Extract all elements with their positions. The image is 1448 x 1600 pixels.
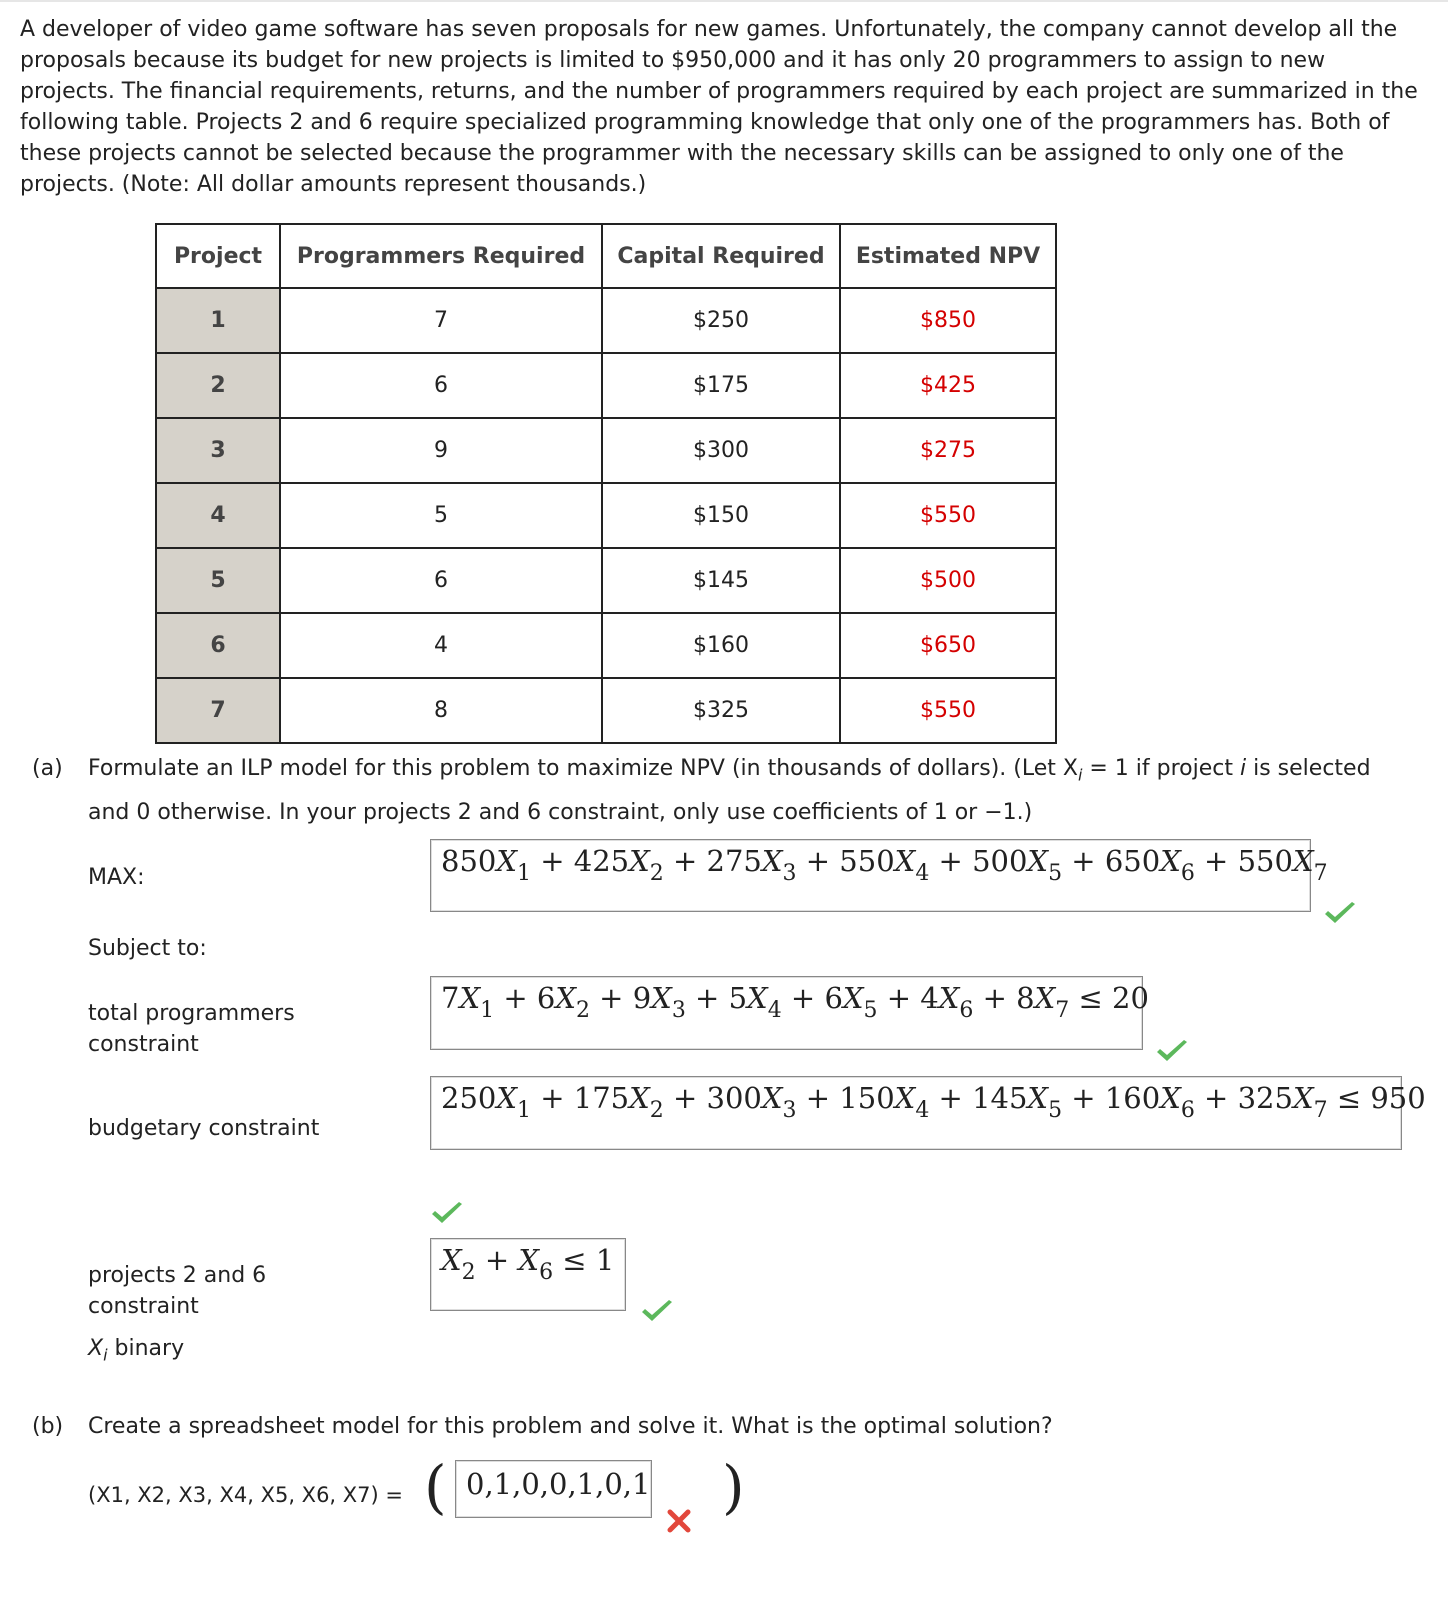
project-cell: 2 [156, 353, 280, 418]
programmers-rhs: 20 [1112, 981, 1149, 1015]
programmers-coeff: 9 [632, 981, 652, 1015]
top-divider [0, 0, 1448, 2]
programmers-cell: 8 [280, 678, 602, 743]
table-row [156, 418, 1056, 483]
binary-sub: i [103, 1345, 108, 1365]
table-row [156, 613, 1056, 678]
problem-statement: A developer of video game software has seven proposals for new games. Unfortunately, the company cannot develop all the proposals because its budget for new projects is limited to $950,000 and it has only 20 programmers to assign to new projects. The financial requirements, returns, and the number of programmers required by each project are summarized in the following table. Projects 2 and 6 require specialized programming knowledge that only one of the programmers has. Both of these projects cannot be selected because the programmer with the necessary skills can be assigned to only one of the projects. (Note: All dollar amounts represent thousands.) [20, 17, 1418, 197]
programmers-coeff: 7 [441, 981, 460, 1015]
capital-cell: $250 [602, 288, 840, 353]
objective-coeff: 425 [573, 844, 630, 878]
proj26-rhs: 1 [595, 1243, 615, 1277]
objective-coeff: 550 [839, 844, 895, 878]
header-project: Project [156, 224, 280, 288]
table-row [156, 678, 1056, 743]
binary-x: X [88, 1336, 104, 1361]
proj26-x2-sub: 2 [461, 1260, 476, 1285]
proj26-label-line1: projects 2 and 6 [88, 1263, 267, 1288]
solution-vector-label: (X1, X2, X3, X4, X5, X6, X7) = [88, 1483, 403, 1507]
npv-cell: $650 [840, 613, 1056, 678]
header-programmers: Programmers Required [280, 224, 602, 288]
budget-coeff: 145 [972, 1081, 1028, 1115]
check-icon [1323, 900, 1357, 926]
table-row [156, 483, 1056, 548]
programmers-label-line2: constraint [88, 1032, 199, 1057]
max-label: MAX: [88, 865, 145, 890]
check-icon [430, 1200, 464, 1226]
programmers-constraint-label [88, 998, 295, 1060]
part-b-marker: (b) [32, 1414, 64, 1439]
project-cell: 7 [156, 678, 280, 743]
projects-table [155, 223, 1057, 744]
programmers-coeff: 4 [920, 981, 939, 1015]
solution-input[interactable]: 0,1,0,0,1,0,1 [455, 1460, 652, 1518]
programmers-cell: 7 [280, 288, 602, 353]
table-row [156, 288, 1056, 353]
programmers-cell: 9 [280, 418, 602, 483]
part-a-marker: (a) [32, 756, 63, 781]
part-a-line1-i: i [1240, 756, 1247, 781]
objective-coeff: 275 [706, 844, 762, 878]
budget-coeff: 150 [839, 1081, 895, 1115]
right-paren: ) [722, 1453, 745, 1521]
header-npv: Estimated NPV [840, 224, 1056, 288]
project-cell: 4 [156, 483, 280, 548]
part-a-line1-sub: i [1077, 765, 1083, 785]
budget-constraint-input[interactable]: $250X_1 + 175X_2 + 300X_3 + 150X_4 + 145X_5 + 160X_6 + 325X_7 \le 950$ [430, 1076, 1402, 1150]
capital-cell: $175 [602, 353, 840, 418]
objective-coeff: 650 [1104, 844, 1161, 878]
table-header-row [156, 224, 1056, 288]
npv-cell: $275 [840, 418, 1056, 483]
objective-input[interactable]: $850X_1 + 425X_2 + 275X_3 + 550X_4 + 500X_5 + 650X_6 + 550X_7$ [430, 839, 1311, 912]
npv-cell: $500 [840, 548, 1056, 613]
part-a-line1-prefix: Formulate an ILP model for this problem to maximize NPV (in thousands of dollars). (Let X [88, 756, 1078, 781]
proj26-label-line2: constraint [88, 1294, 199, 1319]
budget-rhs: 950 [1370, 1081, 1426, 1115]
objective-coeff: 850 [441, 844, 497, 878]
programmers-constraint-input[interactable]: $7X_1 + 6X_2 + 9X_3 + 5X_4 + 6X_5 + 4X_6 + 8X_7 \le 20$ [430, 976, 1143, 1050]
programmers-coeff: 8 [1016, 981, 1035, 1015]
programmers-coeff: 6 [536, 981, 556, 1015]
programmers-coeff: 6 [824, 981, 843, 1015]
proj26-x6-sub: 6 [539, 1260, 554, 1285]
budget-coeff: 300 [706, 1081, 762, 1115]
part-a-line1-mid: = 1 if project [1082, 756, 1240, 781]
programmers-cell: 6 [280, 548, 602, 613]
budget-coeff: 250 [441, 1081, 497, 1115]
capital-cell: $145 [602, 548, 840, 613]
check-icon [1155, 1038, 1189, 1064]
table-body [156, 288, 1056, 743]
table-row [156, 353, 1056, 418]
npv-cell: $850 [840, 288, 1056, 353]
binary-label [88, 1333, 184, 1370]
capital-cell: $300 [602, 418, 840, 483]
programmers-cell: 6 [280, 353, 602, 418]
capital-cell: $325 [602, 678, 840, 743]
objective-coeff: 500 [972, 844, 1028, 878]
projects-2-6-constraint-input[interactable]: $X_2 + X_6 \le 1$ [430, 1238, 626, 1311]
npv-cell: $425 [840, 353, 1056, 418]
header-capital: Capital Required [602, 224, 840, 288]
programmers-cell: 4 [280, 613, 602, 678]
check-icon [640, 1298, 674, 1324]
left-paren: ( [424, 1453, 447, 1521]
programmers-coeff: 5 [728, 981, 748, 1015]
npv-cell: $550 [840, 483, 1056, 548]
budget-coeff: 175 [573, 1081, 630, 1115]
programmers-cell: 5 [280, 483, 602, 548]
subject-to-label: Subject to: [88, 936, 207, 961]
programmers-label-line1: total programmers [88, 1001, 295, 1026]
budget-constraint-label: budgetary constraint [88, 1116, 320, 1141]
part-b-question: Create a spreadsheet model for this problem and solve it. What is the optimal solution? [88, 1414, 1053, 1439]
capital-cell: $150 [602, 483, 840, 548]
project-cell: 6 [156, 613, 280, 678]
part-a-line1-suffix: is selected [1246, 756, 1371, 781]
project-cell: 5 [156, 548, 280, 613]
part-a-line2: and 0 otherwise. In your projects 2 and 6 constraint, only use coefficients of 1 or −1.) [88, 800, 1033, 826]
table-row [156, 548, 1056, 613]
budget-coeff: 325 [1237, 1081, 1293, 1115]
project-cell: 3 [156, 418, 280, 483]
project-cell: 1 [156, 288, 280, 353]
binary-text: binary [107, 1336, 185, 1361]
npv-cell: $550 [840, 678, 1056, 743]
budget-coeff: 160 [1104, 1081, 1161, 1115]
objective-coeff: 550 [1237, 844, 1293, 878]
capital-cell: $160 [602, 613, 840, 678]
cross-icon [666, 1508, 692, 1534]
part-a-instructions [88, 750, 1418, 832]
projects-2-6-constraint-label [88, 1260, 266, 1322]
